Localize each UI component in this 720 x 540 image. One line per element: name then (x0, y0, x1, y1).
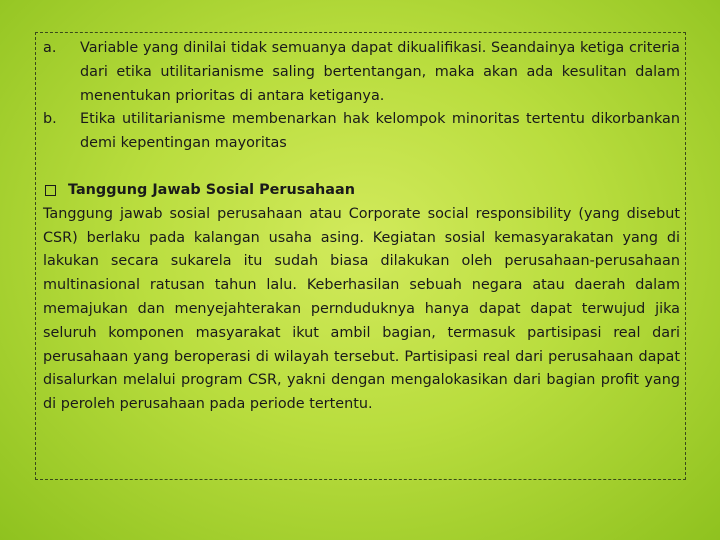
section-paragraph: Tanggung jawab sosial perusahaan atau Corporate social responsibility (yang disebut CSR) berlaku pada kalangan usaha asing. Kegiatan sosial kemasyarakatan yang di lakukan secara sukarela itu sudah biasa dilakukan oleh perusahaan-perusahaan multinasional ratusan tahun lalu. Keberhasilan sebuah negara atau daerah dalam memajukan dan menyejahterakan pernduduknya hanya dapat dapat terwujud jika seluruh komponen masyarakat ikut ambil bagian, termasuk partisipasi real dari perusahaan yang beroperasi di wilayah tersebut. Partisipasi real dari perusahaan dapat disalurkan melalui program CSR, yakni dengan mengalokasikan dari bagian profit yang di peroleh perusahaan pada periode tertentu. (43, 205, 680, 413)
section-heading-text: Tanggung Jawab Sosial Perusahaan (68, 181, 355, 198)
list-marker: a. (43, 40, 57, 56)
list-item-a (43, 37, 680, 108)
list-item-text: Etika utilitarianisme membenarkan hak kelompok minoritas tertentu dikorbankan demi kepentingan mayoritas (80, 111, 680, 152)
checkbox-square-icon (45, 185, 56, 196)
list-item-text: Variable yang dinilai tidak semuanya dapat dikualifikasi. Seandainya ketiga criteria dari etika utilitarianisme saling bertentangan, maka akan ada kesulitan dalam menentukan prioritas di antara ketiganya. (80, 40, 680, 104)
slide-content (43, 37, 680, 417)
list-marker: b. (43, 111, 57, 128)
section-heading (43, 179, 680, 203)
list-item-b (43, 108, 680, 156)
